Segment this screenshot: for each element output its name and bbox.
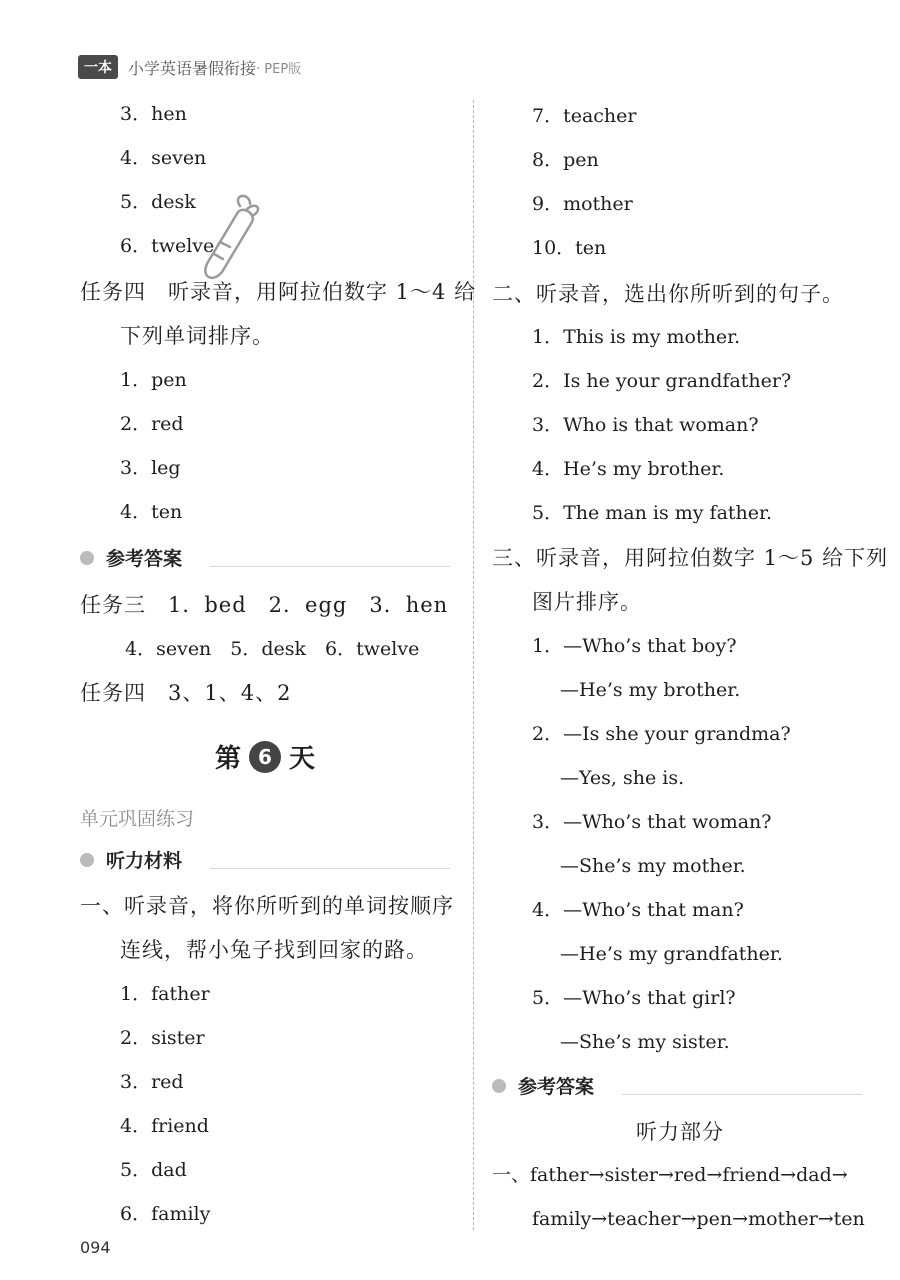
list-item: 1．father xyxy=(120,983,210,1005)
publisher-logo: 一本 xyxy=(78,55,118,79)
book-edition: · PEP版 xyxy=(256,61,302,77)
list-item: 7．teacher xyxy=(532,105,637,127)
dialog-line: 4．—Who’s that man? xyxy=(532,899,744,921)
answer-task4: 任务四 3、1、4、2 xyxy=(80,681,292,705)
book-title: 小学英语暑假衔接 xyxy=(128,58,257,78)
dialog-line: —He’s my brother. xyxy=(560,679,741,701)
list-item: 5．dad xyxy=(120,1159,187,1181)
list-item: 10．ten xyxy=(532,237,607,259)
day-title: 第 6 天 xyxy=(215,738,315,775)
answer-task3-cont: 4．seven 5．desk 6．twelve xyxy=(125,638,420,660)
list-item: 1．This is my mother. xyxy=(532,326,741,348)
q1-instruction: 一、听录音，将你所听到的单词按顺序 xyxy=(80,894,454,918)
answer-task3: 任务三 1．bed 2．egg 3．hen xyxy=(80,593,449,617)
dialog-line: 3．—Who’s that woman? xyxy=(532,811,772,833)
dialog-line: —She’s my mother. xyxy=(560,855,746,877)
list-item: 3．leg xyxy=(120,457,181,479)
list-item: 1．pen xyxy=(120,369,187,391)
bullet-dot-icon xyxy=(80,551,94,565)
q3-instruction-cont: 图片排序。 xyxy=(532,590,642,614)
list-item: 5．desk xyxy=(120,191,196,213)
task4-instruction-cont: 下列单词排序。 xyxy=(120,324,274,348)
dialog-line: 1．—Who’s that boy? xyxy=(532,635,737,657)
section-rule xyxy=(622,1094,862,1095)
q1-instruction-cont: 连线，帮小兔子找到回家的路。 xyxy=(120,938,428,962)
list-item: 2．Is he your grandfather? xyxy=(532,370,792,392)
list-item: 6．family xyxy=(120,1203,211,1225)
list-item: 2．sister xyxy=(120,1027,205,1049)
answer-q1-cont: family→teacher→pen→mother→ten xyxy=(532,1208,865,1230)
list-item: 4．He’s my brother. xyxy=(532,458,725,480)
list-item: 3．hen xyxy=(120,103,187,125)
list-item: 3．red xyxy=(120,1071,184,1093)
column-divider xyxy=(473,100,474,1230)
bullet-dot-icon xyxy=(492,1079,506,1093)
day-number-badge: 6 xyxy=(249,741,281,773)
dialog-line: —He’s my grandfather. xyxy=(560,943,783,965)
list-item: 9．mother xyxy=(532,193,633,215)
listening-heading: 听力材料 xyxy=(80,846,182,873)
list-item: 5．The man is my father. xyxy=(532,502,773,524)
answer-q1: 一、father→sister→red→friend→dad→ xyxy=(492,1164,848,1186)
dialog-line: —Yes, she is. xyxy=(560,767,685,789)
section-rule xyxy=(210,566,450,567)
listening-part-title: 听力部分 xyxy=(636,1120,724,1144)
list-item: 4．friend xyxy=(120,1115,209,1137)
list-item: 6．twelve xyxy=(120,235,215,257)
list-item: 4．ten xyxy=(120,501,183,523)
page-header xyxy=(78,54,301,80)
q2-instruction: 二、听录音，选出你所听到的句子。 xyxy=(492,282,844,306)
list-item: 2．red xyxy=(120,413,184,435)
list-item: 8．pen xyxy=(532,149,599,171)
unit-title: 单元巩固练习 xyxy=(80,808,195,830)
list-item: 3．Who is that woman? xyxy=(532,414,759,436)
dialog-line: —She’s my sister. xyxy=(560,1031,730,1053)
dialog-line: 2．—Is she your grandma? xyxy=(532,723,791,745)
page-number: 094 xyxy=(80,1238,111,1257)
section-rule xyxy=(210,868,450,869)
answers-heading: 参考答案 xyxy=(80,544,182,571)
bullet-dot-icon xyxy=(80,853,94,867)
q3-instruction: 三、听录音，用阿拉伯数字 1～5 给下列 xyxy=(492,546,889,570)
task4-instruction: 任务四 听录音，用阿拉伯数字 1～4 给 xyxy=(80,280,477,304)
list-item: 4．seven xyxy=(120,147,207,169)
dialog-line: 5．—Who’s that girl? xyxy=(532,987,736,1009)
answers-heading: 参考答案 xyxy=(492,1072,594,1099)
